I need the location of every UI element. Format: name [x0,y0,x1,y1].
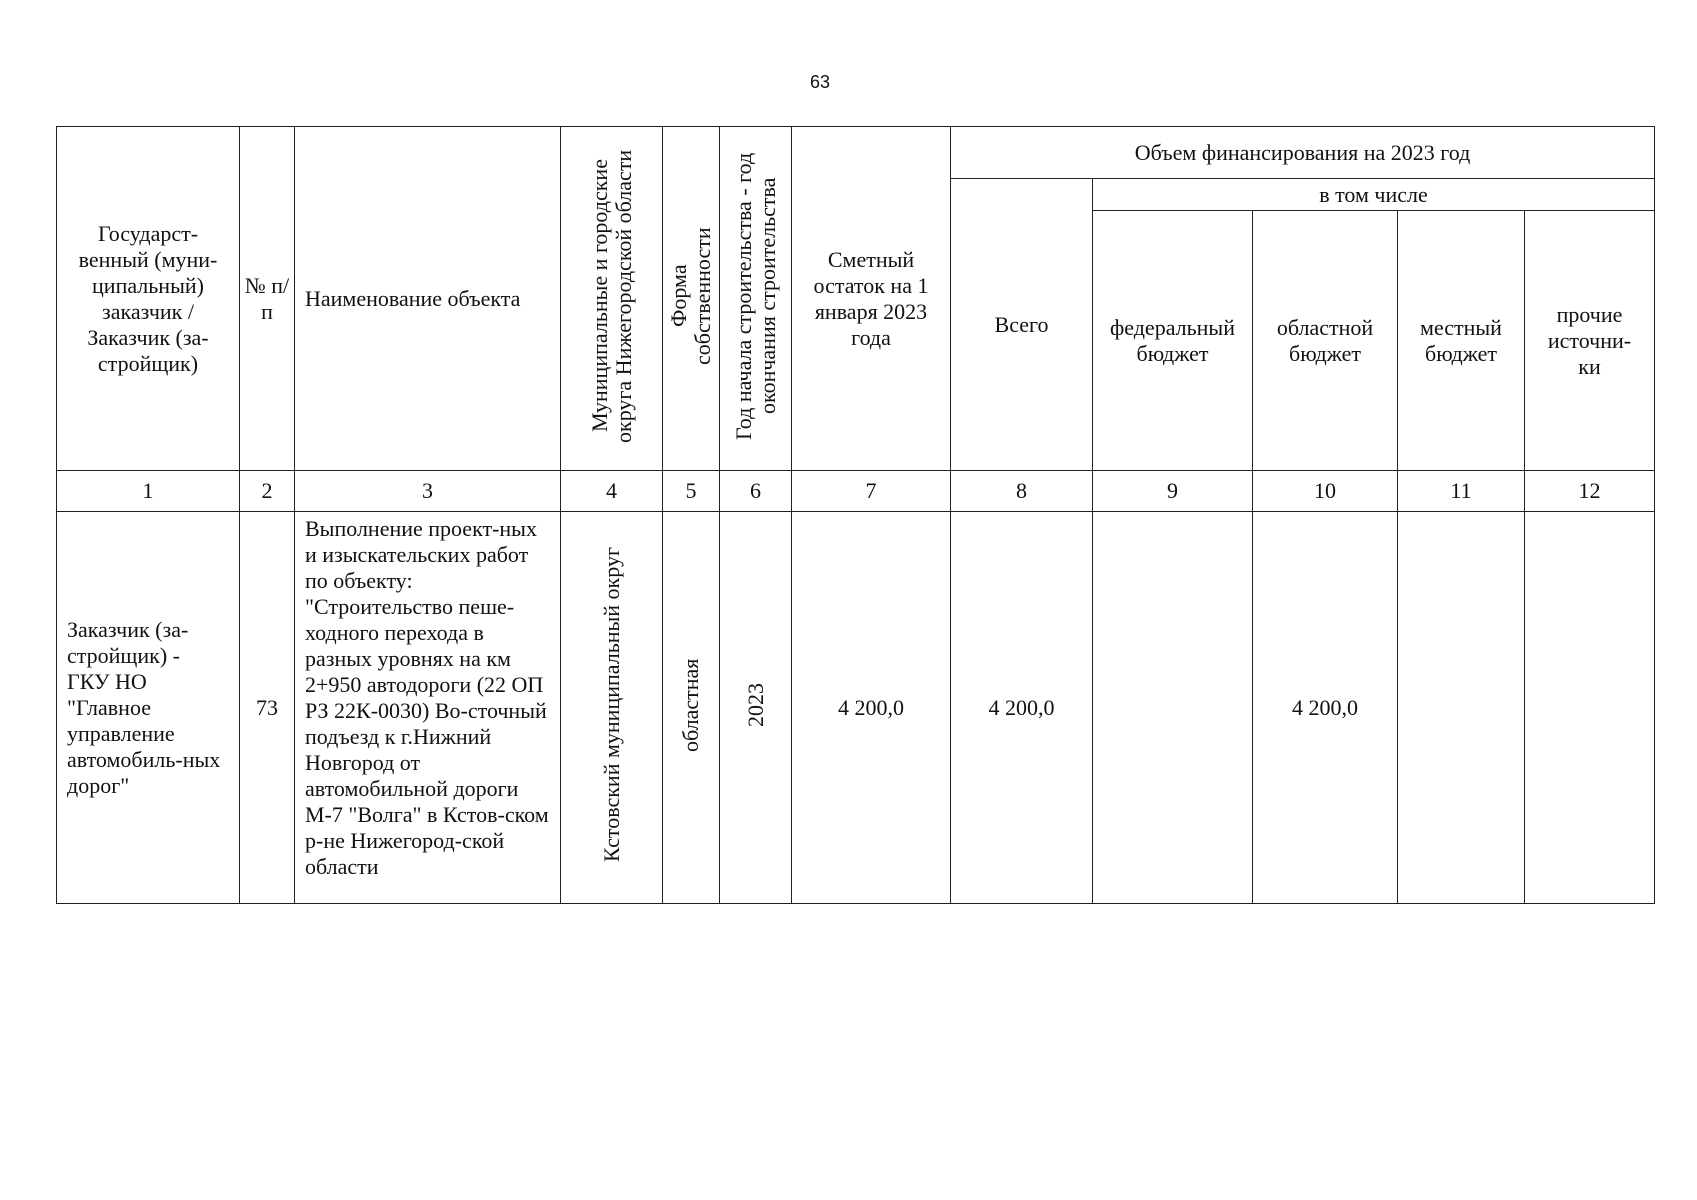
header-estimate: Сметный остаток на 1 января 2023 года [792,127,951,471]
header-regional: областной бюджет [1253,211,1398,471]
row-object-name: Выполнение проект-ных и изыскательских работ по объекту: "Строительство пеше-ходного перехода в разных уровнях на км 2+950 автодороги (22 ОП РЗ 22К-0030) Во-сточный подъезд к г.Нижний Новгород от автомобильной дороги М-7 "Волга" в Кстов-ском р-не Нижегород-ской области [295,512,561,904]
header-financing-title: Объем финансирования на 2023 год [951,127,1655,179]
row-customer: Заказчик (за-стройщик) - ГКУ НО "Главное управление автомобиль-ных дорог" [57,512,240,904]
column-number: 11 [1398,471,1525,512]
row-local [1398,512,1525,904]
header-ownership: Форма собственности [663,127,720,471]
row-other [1525,512,1655,904]
header-number: № п/п [240,127,295,471]
row-total: 4 200,0 [951,512,1093,904]
header-federal: федеральный бюджет [1093,211,1253,471]
column-number: 3 [295,471,561,512]
header-object-name: Наименование объекта [295,127,561,471]
column-number: 1 [57,471,240,512]
header-municipal: Муниципальные и городские округа Нижегородской области [561,127,663,471]
column-number: 10 [1253,471,1398,512]
row-regional: 4 200,0 [1253,512,1398,904]
financing-table [56,126,1655,904]
header-customer: Государст-венный (муни-ципальный) заказчик / Заказчик (за-стройщик) [57,127,240,471]
header-including: в том числе [1093,179,1655,211]
header-years: Год начала строительства - год окончания строительства [720,127,792,471]
row-federal [1093,512,1253,904]
column-number: 12 [1525,471,1655,512]
column-number: 7 [792,471,951,512]
header-total: Всего [951,179,1093,471]
column-number: 5 [663,471,720,512]
column-number: 2 [240,471,295,512]
header-other: прочие источни-ки [1525,211,1655,471]
row-number: 73 [240,512,295,904]
column-number: 9 [1093,471,1253,512]
row-ownership: областная [663,512,720,904]
column-number: 6 [720,471,792,512]
header-row-1 [57,127,1655,179]
table-row [57,512,1655,904]
column-number: 4 [561,471,663,512]
row-municipal: Кстовский муниципальный округ [561,512,663,904]
page-number: 63 [809,72,831,92]
row-estimate: 4 200,0 [792,512,951,904]
row-years: 2023 [720,512,792,904]
column-numbers-row [57,471,1655,512]
header-local: местный бюджет [1398,211,1525,471]
column-number: 8 [951,471,1093,512]
